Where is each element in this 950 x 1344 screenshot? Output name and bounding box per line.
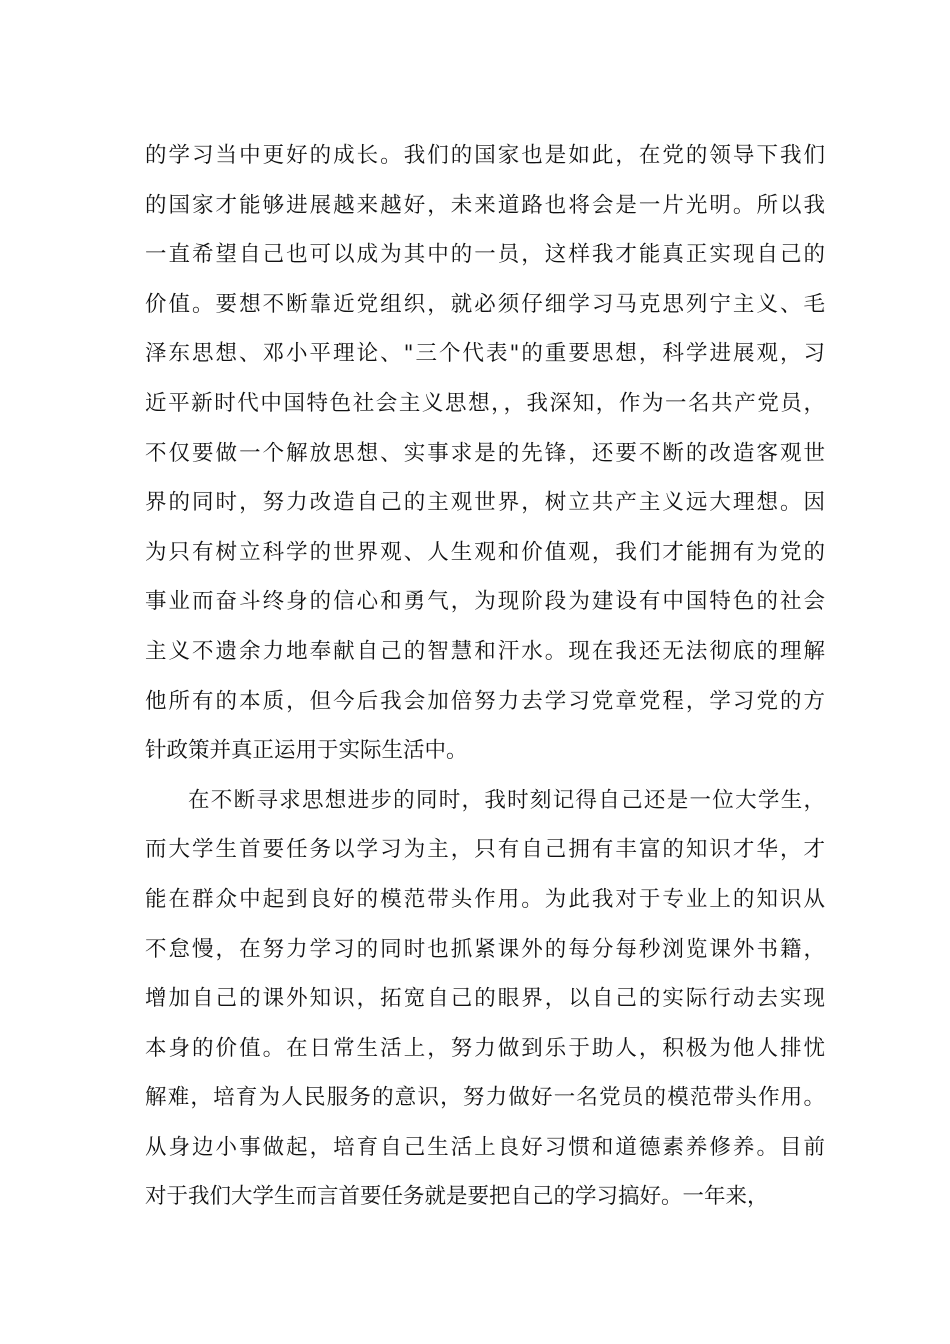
text-line: 价值。要想不断靠近党组织，就必须仔细学习马克思列宁主义、毛 <box>145 291 825 317</box>
text-line: 泽东思想、邓小平理论、"三个代表"的重要思想，科学进展观，习 <box>145 341 825 367</box>
text-line: 本身的价值。在日常生活上，努力做到乐于助人，积极为他人排忧 <box>145 1035 825 1061</box>
text-line: 而大学生首要任务以学习为主，只有自己拥有丰富的知识才华，才 <box>145 837 825 863</box>
text-line: 在不断寻求思想进步的同时，我时刻记得自己还是一位大学生， <box>188 787 825 813</box>
text-line: 近平新时代中国特色社会主义思想，，我深知，作为一名共产党员， <box>145 390 825 416</box>
text-line: 为只有树立科学的世界观、人生观和价值观，我们才能拥有为党的 <box>145 539 825 565</box>
paragraph-2 <box>145 776 825 1222</box>
text-line: 的学习当中更好的成长。我们的国家也是如此，在党的领导下我们 <box>145 143 825 168</box>
text-line: 解难，培育为人民服务的意识，努力做好一名党员的模范带头作用。 <box>145 1085 825 1111</box>
text-line: 他所有的本质，但今后我会加倍努力去学习党章党程，学习党的方 <box>145 688 825 714</box>
text-line: 事业而奋斗终身的信心和勇气，为现阶段为建设有中国特色的社会 <box>145 589 825 615</box>
text-line: 的国家才能够进展越来越好，未来道路也将会是一片光明。所以我 <box>145 192 825 218</box>
text-line: 针政策并真正运用于实际生活中。 <box>145 738 468 764</box>
text-line: 能在群众中起到良好的模范带头作用。为此我对于专业上的知识从 <box>145 886 825 912</box>
text-line: 界的同时，努力改造自己的主观世界，树立共产主义远大理想。因 <box>145 490 825 516</box>
text-line: 不怠慢，在努力学习的同时也抓紧课外的每分每秒浏览课外书籍， <box>145 936 825 962</box>
text-line: 主义不遗余力地奉献自己的智慧和汗水。现在我还无法彻底的理解 <box>145 638 825 664</box>
text-line: 不仅要做一个解放思想、实事求是的先锋，还要不断的改造客观世 <box>145 440 825 466</box>
text-line: 对于我们大学生而言首要任务就是要把自己的学习搞好。一年来， <box>145 1184 769 1210</box>
text-line: 从身边小事做起，培育自己生活上良好习惯和道德素养修养。目前 <box>145 1134 825 1160</box>
text-line: 增加自己的课外知识，拓宽自己的眼界，以自己的实际行动去实现 <box>145 986 825 1012</box>
text-line: 一直希望自己也可以成为其中的一员，这样我才能真正实现自己的 <box>145 242 825 268</box>
paragraph-1 <box>145 131 825 776</box>
document-body <box>145 131 825 1222</box>
